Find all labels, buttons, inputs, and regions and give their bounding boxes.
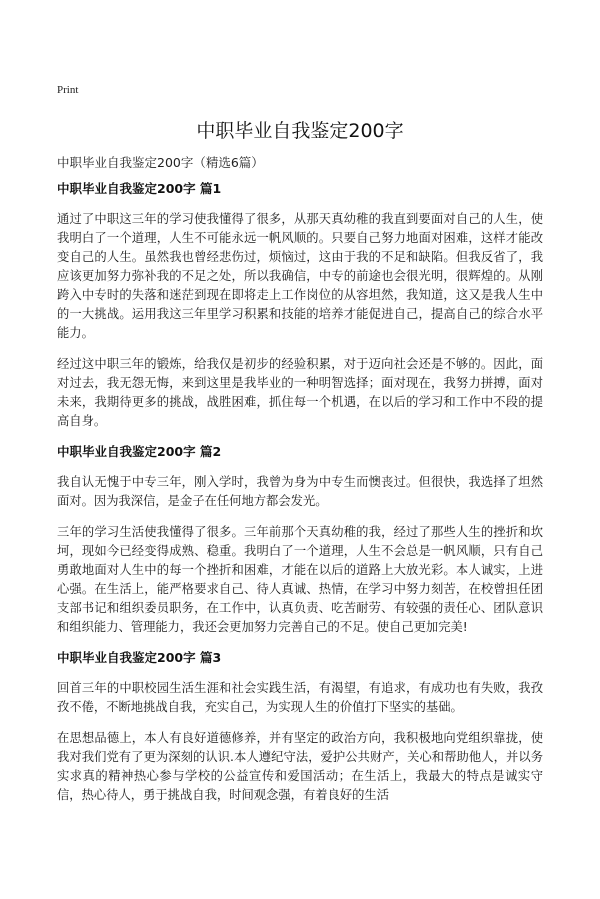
section-2 <box>57 443 543 637</box>
document-subtitle: 中职毕业自我鉴定200字（精选6篇） <box>57 155 264 170</box>
paragraph: 经过这中职三年的锻炼，给我仅是初步的经验积累，对于迈向社会还是不够的。因此，面对过去，我无怨无悔，来到这里是我毕业的一种明智选择；面对现在，我努力拼搏，面对未来，我期待更多的挑战，战胜困难，抓住每一个机遇，在以后的学习和工作中不段的提高自身。 <box>57 357 543 428</box>
paragraph: 我自认无愧于中专三年，刚入学时，我曾为身为中专生而懊丧过。但很快，我选择了坦然面对。因为我深信，是金子在任何地方都会发光。 <box>57 475 543 508</box>
section-heading: 中职毕业自我鉴定200字 篇2 <box>57 444 222 459</box>
section-3 <box>57 649 543 805</box>
paragraph: 在思想品德上，本人有良好道德修养，并有坚定的政治方向，我积极地向党组织靠拢，使我对我们党有了更为深刻的认识.本人遵纪守法，爱护公共财产，关心和帮助他人，并以务实求真的精神热心参与学校的公益宣传和爱国活动；在生活上，我最大的特点是诚实守信，热心待人，勇于挑战自我，时间观念强，有着良好的生活 <box>57 731 543 802</box>
section-heading: 中职毕业自我鉴定200字 篇3 <box>57 650 222 665</box>
paragraph: 通过了中职这三年的学习使我懂得了很多，从那天真幼稚的我直到要面对自己的人生，使我明白了一个道理，人生不可能永远一帆风顺的。只要自己努力地面对困难，这样才能改变自己的人生。虽然我也曾经悲伤过，烦恼过，这由于我的不足和缺陷。但我反省了，我应该更加努力弥补我的不足之处，所以我确信，中专的前途也会很光明，很辉煌的。从刚跨入中专时的失落和迷茫到现在即将走上工作岗位的从容坦然，我知道，这又是我人生中的一大挑战。运用我这三年里学习积累和技能的培养才能促进自己，提高自己的综合水平能力。 <box>57 212 543 340</box>
section-1 <box>57 180 543 431</box>
print-label: Print <box>57 84 79 96</box>
document-body <box>57 180 543 817</box>
page-title: 中职毕业自我鉴定200字 <box>196 120 404 142</box>
paragraph: 三年的学习生活使我懂得了很多。三年前那个天真幼稚的我，经过了那些人生的挫折和坎坷，现如今已经变得成熟、稳重。我明白了一个道理，人生不会总是一帆风顺，只有自己勇敢地面对人生中的每一个挫折和困难，才能在以后的道路上大放光彩。本人诚实，上进心强。在生活上，能严格要求自己、待人真诚、热情，在学习中努力刻苦，在校曾担任团支部书记和组织委员职务，在工作中，认真负责、吃苦耐劳、有较强的责任心、团队意识和组织能力、管理能力，我还会更加努力完善自己的不足。使自己更加完美! <box>57 525 543 634</box>
section-heading: 中职毕业自我鉴定200字 篇1 <box>57 181 222 196</box>
paragraph: 回首三年的中职校园生活生涯和社会实践生活，有渴望，有追求，有成功也有失败，我孜孜不倦，不断地挑战自我，充实自己，为实现人生的价值打下坚实的基础。 <box>57 681 543 714</box>
